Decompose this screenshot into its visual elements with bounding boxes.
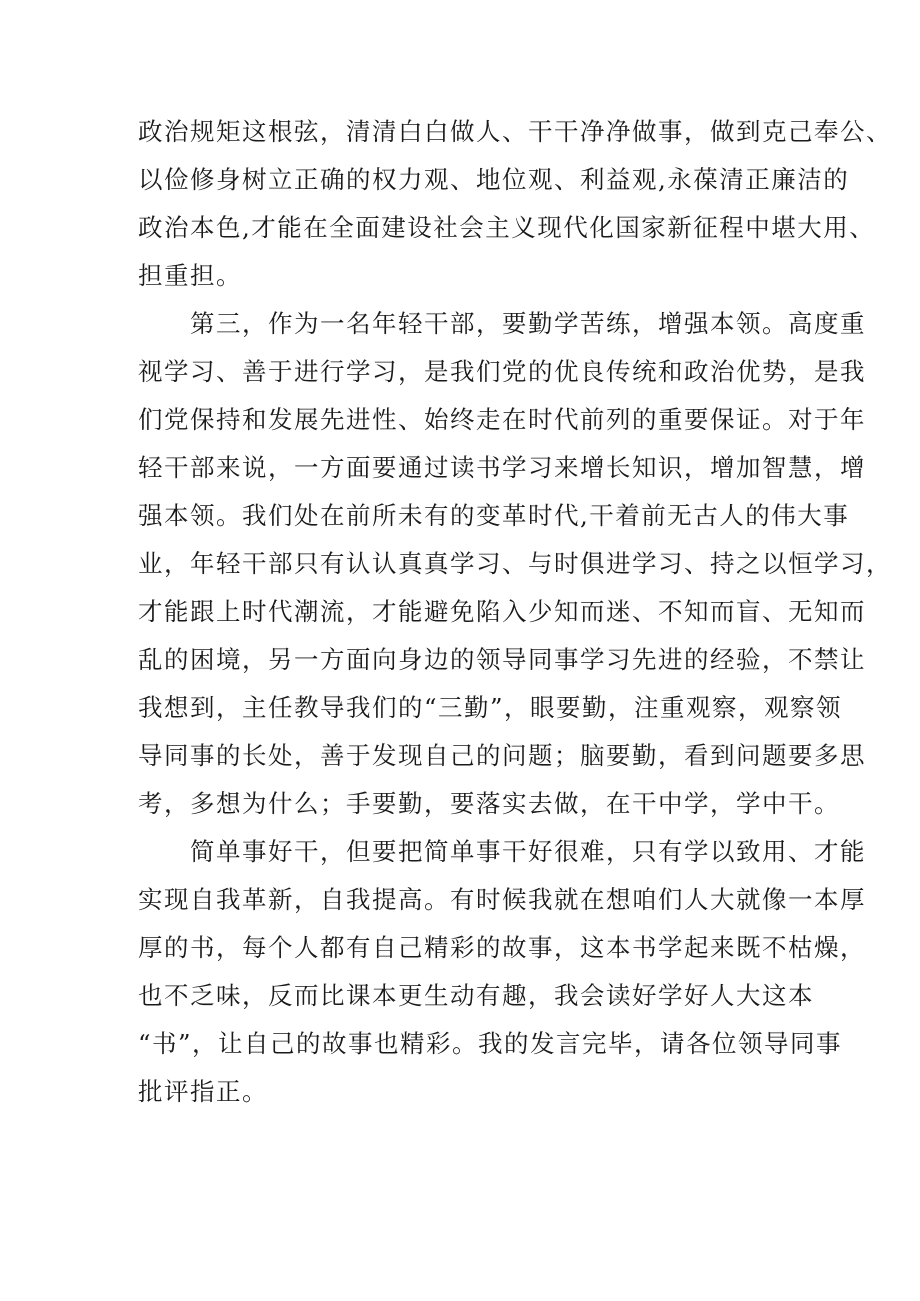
text-line: 乱的困境，另一方面向身边的领导同事学习先进的经验，不禁让 bbox=[138, 645, 866, 674]
text-line: 导同事的长处，善于发现自己的问题；脑要勤，看到问题要多思 bbox=[138, 741, 866, 770]
text-line: 我想到，主任教导我们的“三勤”，眼要勤，注重观察，观察领 bbox=[138, 693, 843, 722]
text-line: 批评指正。 bbox=[138, 1077, 268, 1106]
text-line: 以俭修身树立正确的权力观、地位观、利益观,永葆清正廉洁的 bbox=[138, 165, 850, 194]
text-line: 政治规矩这根弦，清清白白做人、干干净净做事，做到克己奉公、 bbox=[138, 117, 892, 146]
text-line: 才能跟上时代潮流，才能避免陷入少知而迷、不知而盲、无知而 bbox=[138, 597, 866, 626]
text-line: 实现自我革新，自我提高。有时候我就在想咱们人大就像一本厚 bbox=[138, 885, 866, 914]
text-line: 视学习、善于进行学习，是我们党的优良传统和政治优势，是我 bbox=[138, 357, 866, 386]
text-line: 厚的书，每个人都有自己精彩的故事，这本书学起来既不枯燥， bbox=[138, 933, 866, 962]
text-line: 第三，作为一名年轻干部，要勤学苦练，增强本领。高度重 bbox=[138, 309, 866, 338]
text-line: 考，多想为什么；手要勤，要落实去做，在干中学，学中干。 bbox=[138, 789, 840, 818]
text-line: 政治本色,才能在全面建设社会主义现代化国家新征程中堪大用、 bbox=[138, 213, 876, 242]
text-line: 们党保持和发展先进性、始终走在时代前列的重要保证。对于年 bbox=[138, 405, 866, 434]
text-line: 简单事好干，但要把简单事干好很难，只有学以致用、才能 bbox=[138, 837, 866, 866]
text-line: 担重担。 bbox=[138, 261, 242, 290]
text-line: 轻干部来说，一方面要通过读书学习来增长知识，增加智慧，增 bbox=[138, 453, 866, 482]
text-line: “书”，让自己的故事也精彩。我的发言完毕，请各位领导同事 bbox=[138, 1029, 843, 1058]
body-text bbox=[138, 108, 892, 1116]
text-line: 强本领。我们处在前所未有的变革时代,干着前无古人的伟大事 bbox=[138, 501, 850, 530]
text-line: 业，年轻干部只有认认真真学习、与时俱进学习、持之以恒学习， bbox=[138, 549, 892, 578]
text-line: 也不乏味，反而比课本更生动有趣，我会读好学好人大这本 bbox=[138, 981, 814, 1010]
